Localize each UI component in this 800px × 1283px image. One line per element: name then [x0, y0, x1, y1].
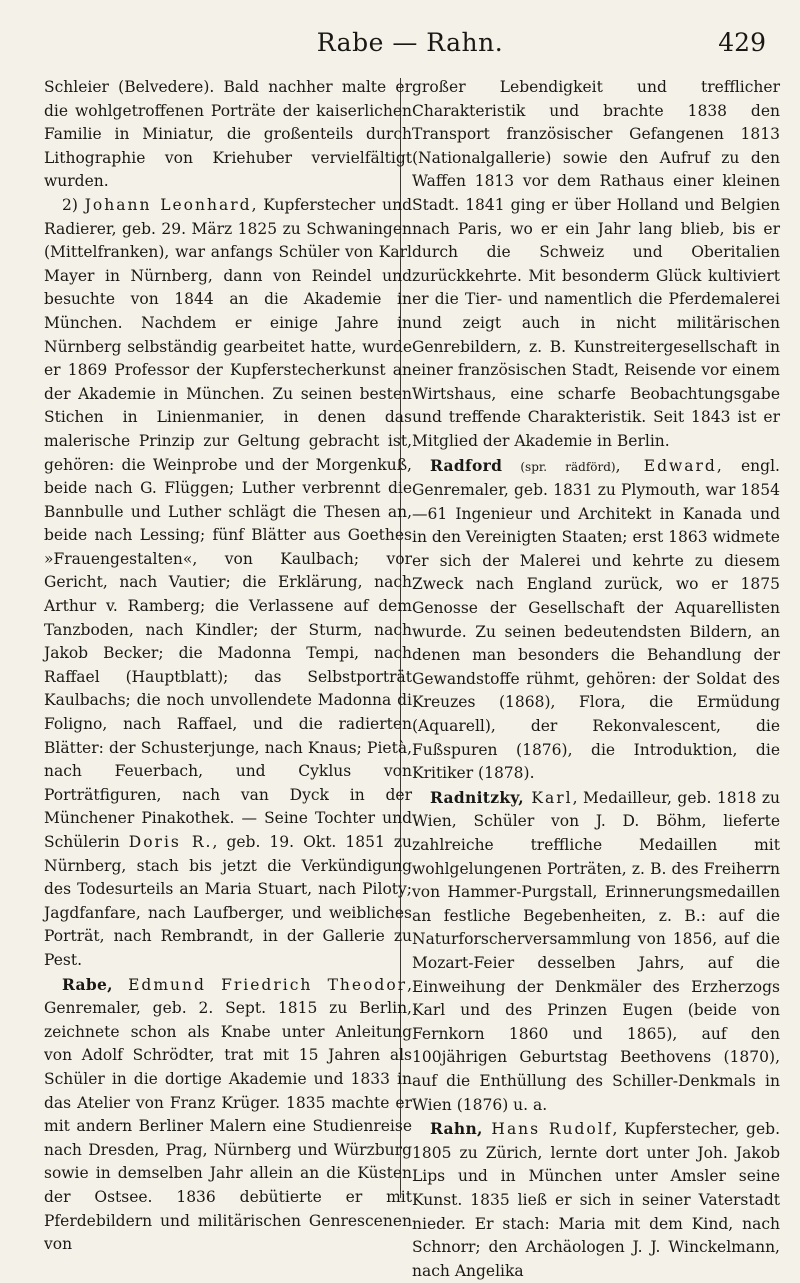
running-head: Rabe — Rahn.	[316, 28, 504, 57]
entry-radnitzky	[412, 786, 780, 1117]
entry-text: , Genremaler, geb. 2. Sept. 1815 zu Berlin, zeichnete schon als Knabe unter Anleitung von Adolf Schrödter, trat mit 15 Jahren als Schüler in die dortige Akademie und 1833 in das Atelier von Franz Krüger. 1835 machte er mit andern Berliner Malern eine Studienreise nach Dresden, Prag, Nürnberg und Würzburg sowie in demselben Jahr allein an die Küsten der Ostsee. 1836 debütierte er mit Pferdebildern und militärischen Genrescenen von	[44, 975, 412, 1254]
entry-number: 2)	[62, 195, 85, 214]
paragraph-continuation: großer Lebendigkeit und trefflicher Charakteristik und brachte 1838 den Transport französischer Gefangenen 1813 (Nationalgallerie) sowie den Aufruf zu den Waffen 1813 vor dem Rathaus einer kleinen Stadt. 1841 ging er über Holland und Belgien nach Paris, wo er ein Jahr lang blieb, bis er durch die Schweiz und Oberitalien zurückkehrte. Mit besonderm Glück kultiviert er die Tier- und namentlich die Pferdemalerei und zeigt auch in nicht militärischen Genrebildern, z. B. Kunstreitergesellschaft in einer französischen Stadt, Reisende vor einem Wirtshaus, eine scharfe Beobachtungsgabe und treffende Charakteristik. Seit 1843 ist er Mitglied der Akademie in Berlin.	[412, 78, 780, 450]
lemma-headword: Radnitzky,	[430, 787, 524, 807]
lemma-headword: Rahn,	[430, 1119, 483, 1139]
entry-radford	[412, 454, 780, 786]
lemma-headword: Radford	[430, 455, 503, 475]
entry-rabe-2	[44, 194, 412, 973]
lemma-headword: Rabe,	[62, 974, 113, 994]
pronunciation: (spr. rädförd)	[502, 459, 616, 474]
entry-text: , engl. Genremaler, geb. 1831 zu Plymouth, war 1854—61 Ingenieur und Architekt in Kanada und in den Vereinigten Staaten; erst 1863 widmete er sich der Malerei und kehrte zu diesem Zweck nach England zurück, wo er 1875 Genosse der Gesellschaft der Aquarellisten wurde. Zu seinen bedeutendsten Bildern, an denen man besonders die Behandlung der Gewandstoffe rühmt, gehören: der Soldat des Kreuzes (1868), Flora, die Ermüdung (Aquarell), der Rekonvalescent, die Fußspuren (1876), die Introduktion, die Kritiker (1878).	[412, 456, 780, 783]
entry-name: , Edward	[615, 456, 717, 475]
paragraph-continuation: Schleier (Belvedere). Bald nachher malte er die wohlgetroffenen Porträte der kaiserlichen Familie in Miniatur, die großenteils durch Lithographie von Kriehuber vervielfältigt wurden.	[44, 78, 412, 191]
entry-text-tail: , geb. 19. Okt. 1851 zu Nürnberg, stach bis jetzt die Verkündigung des Todesurteils an Maria Stuart, nach Piloty; Jagdfanfare, nach Laufberger, und weibliches Porträt, nach Rembrandt, in der Gallerie zu Pest.	[44, 833, 413, 969]
entry-text: , Kupferstecher und Radierer, geb. 29. März 1825 zu Schwaningen (Mittelfranken), war anfangs Schüler von Karl Mayer in Nürnberg, dann von Reindel und besuchte von 1844 an die Akademie in München. Nachdem er einige Jahre in Nürnberg selbständig gearbeitet hatte, wurde er 1869 Professor der Kupferstecherkunst an der Akademie in München. Zu seinen besten Stichen in Linienmanier, in denen das malerische Prinzip zur Geltung gebracht ist, gehören: die Weinprobe und der Morgenkuß, beide nach G. Flüggen; Luther verbrennt die Bannbulle und Luther schlägt die Thesen an, beide nach Lessing; fünf Blätter aus Goethes »Frauengestalten«, von Kaulbach; vor Gericht, nach Vautier; die Erklärung, nach Arthur v. Ramberg; die Verlassene auf dem Tanzboden, nach Kindler; der Sturm, nach Jakob Becker; die Madonna Tempi, nach Raffael (Hauptblatt); das Selbstporträt Kaulbachs; die noch unvollendete Madonna di Foligno, nach Raffael, und die radierten Blätter: der Schusterjunge, nach Knaus; Pietà, nach Feuerbach, und Cyklus von Porträtfiguren, nach van Dyck in der Münchener Pinakothek. — Seine Tochter und Schülerin	[44, 195, 413, 851]
entry-daughter-name: Doris R.	[128, 833, 213, 851]
entry-text: , Medailleur, geb. 1818 zu Wien, Schüler von J. D. Böhm, lieferte zahlreiche treffliche Medaillen mit wohlgelungenen Porträten, z. B. des Freiherrn von Hammer-Purgstall, Erinnerungsmedaillen an festliche Begebenheiten, z. B.: auf die Naturforscherversammlung von 1856, auf die Mozart-Feier desselben Jahrs, auf die Einweihung der Denkmäler des Erzherzogs Karl und des Prinzen Eugen (beide von Fernkorn 1860 und 1865), auf den 100jährigen Geburtstag Beethovens (1870), auf die Enthüllung des Schiller-Denkmals in Wien (1876) u. a.	[412, 788, 780, 1114]
entry-text: , Kupferstecher, geb. 1805 zu Zürich, lernte dort unter Joh. Jakob Lips und in München unter Amsler seine Kunst. 1835 ließ er sich in seiner Vaterstadt nieder. Er stach: Maria mit dem Kind, nach Schnorr; den Archäologen J. J. Winckelmann, nach Angelika	[412, 1120, 781, 1280]
entry-name: Hans Rudolf	[482, 1120, 613, 1139]
entry-name: Karl	[523, 788, 573, 807]
right-column	[412, 76, 780, 1283]
page-number: 429	[718, 28, 766, 57]
entry-rabe-edmund	[44, 973, 412, 1257]
left-column	[44, 76, 412, 1257]
entry-name: Johann Leonhard	[84, 195, 252, 214]
entry-rahn	[412, 1117, 780, 1283]
page-header	[0, 28, 800, 68]
entry-name: Edmund Friedrich Theodor	[112, 975, 408, 994]
